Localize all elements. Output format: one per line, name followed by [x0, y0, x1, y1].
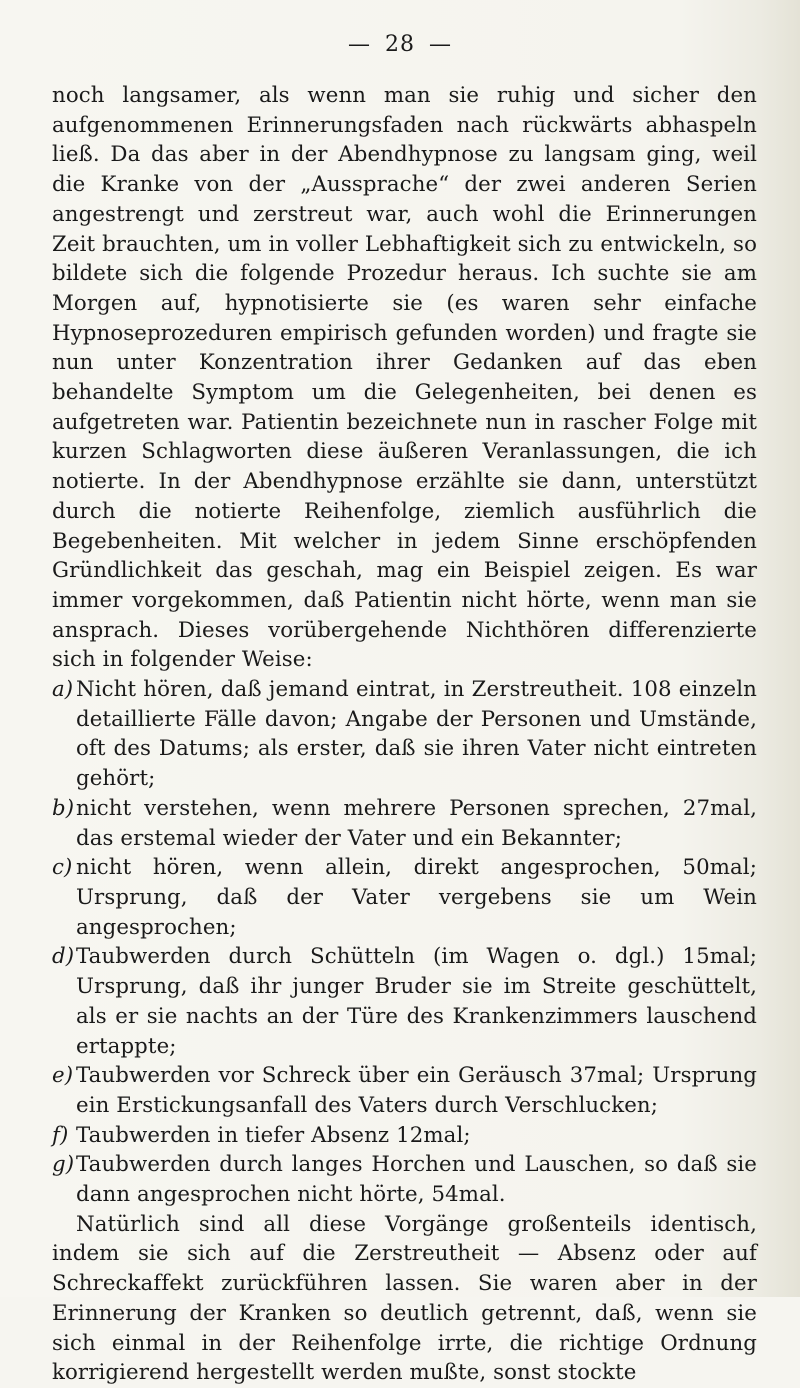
list-marker: a): [52, 677, 74, 703]
symptom-list: [52, 675, 757, 1210]
list-marker: b): [52, 795, 75, 821]
list-item-c: [52, 853, 757, 942]
list-item-text: Nicht hören, daß jemand eintrat, in Zerstreutheit. 108 einzeln detaillierte Fälle davon; Angabe der Personen und Umstände, oft des Datums; als erster, daß sie ihren Vater nicht eintreten gehört;: [76, 677, 757, 792]
body-text: [52, 81, 757, 1388]
list-marker: d): [52, 944, 75, 970]
list-item-text: Taubwerden in tiefer Absenz 12mal;: [76, 1122, 471, 1148]
list-item-g: [52, 1150, 757, 1209]
page-number-dash-left: —: [348, 32, 371, 57]
list-item-d: [52, 942, 757, 1061]
page-number: 28: [385, 32, 415, 57]
list-marker: c): [52, 855, 73, 881]
list-item-text: nicht hören, wenn allein, direkt angesprochen, 50mal; Ursprung, daß der Vater vergebens sie um Wein angesprochen;: [76, 855, 757, 940]
list-item-e: [52, 1061, 757, 1120]
list-item-a: [52, 675, 757, 794]
list-item-text: Taubwerden durch langes Horchen und Lauschen, so daß sie dann angesprochen nicht hörte, 54mal.: [76, 1152, 757, 1208]
list-item-f: [52, 1121, 757, 1151]
list-marker: e): [52, 1063, 74, 1089]
page-number-dash-right: —: [429, 32, 452, 57]
list-item-text: Taubwerden vor Schreck über ein Geräusch 37mal; Ursprung ein Erstickungsanfall des Vaters durch Verschlucken;: [76, 1063, 757, 1118]
list-marker: g): [52, 1152, 75, 1178]
list-item-text: nicht verstehen, wenn mehrere Personen sprechen, 27mal, das erstemal wieder der Vater und ein Bekannter;: [76, 795, 757, 851]
list-item-text: Taubwerden durch Schütteln (im Wagen o. dgl.) 15mal; Ursprung, daß ihr junger Bruder sie im Streite geschüttelt, als er sie nachts an der Türe des Krankenzimmers lauschend ertappte;: [76, 944, 757, 1059]
list-marker: f): [52, 1122, 69, 1148]
intro-paragraph: noch langsamer, als wenn man sie ruhig und sicher den aufgenommenen Erinnerungsfaden nach rückwärts abhaspeln ließ. Da das aber in der Abendhypnose zu langsam ging, weil die Kranke von der „Aussprache“ der zwei anderen Serien angestrengt und zerstreut war, auch wohl die Erinnerungen Zeit brauchten, um in voller Lebhaftigkeit sich zu entwickeln, so bildete sich die folgende Prozedur heraus. Ich suchte sie am Morgen auf, hypnotisierte sie (es waren sehr einfache Hypnoseprozeduren empirisch gefunden worden) und fragte sie nun unter Konzentration ihrer Gedanken auf das eben behandelte Symptom um die Gelegenheiten, bei denen es aufgetreten war. Patientin bezeichnete nun in rascher Folge mit kurzen Schlagworten diese äußeren Veranlassungen, die ich notierte. In der Abendhypnose erzählte sie dann, unterstützt durch die notierte Reihenfolge, ziemlich ausführlich die Begebenheiten. Mit welcher in jedem Sinne erschöpfenden Gründlichkeit das geschah, mag ein Beispiel zeigen. Es war immer vorgekommen, daß Patientin nicht hörte, wenn man sie ansprach. Dieses vorübergehende Nichthören differenzierte sich in folgender Weise:: [52, 83, 757, 673]
page-number-header: [0, 30, 800, 60]
closing-paragraph: Natürlich sind all diese Vorgänge großenteils identisch, indem sie sich auf die Zerstreutheit — Absenz oder auf Schreckaffekt zurückführen lassen. Sie waren aber in der Erinnerung der Kranken so deutlich getrennt, daß, wenn sie sich einmal in der Reihenfolge irrte, die richtige Ordnung korrigierend hergestellt werden mußte, sonst stockte: [52, 1211, 757, 1386]
list-item-b: [52, 794, 757, 853]
